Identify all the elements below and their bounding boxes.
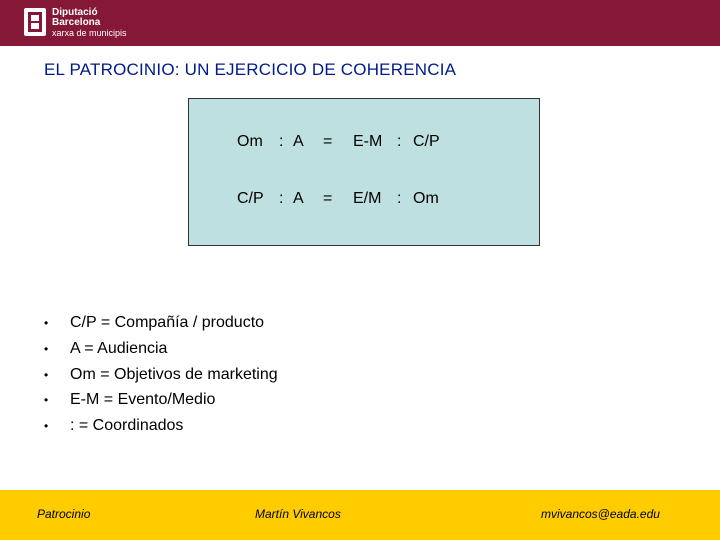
logo-line-3: xarxa de municipis bbox=[52, 28, 127, 38]
logo-line-2: Barcelona bbox=[52, 17, 101, 28]
formula-equals: = bbox=[323, 133, 333, 150]
diputacio-logo-icon bbox=[24, 8, 46, 36]
formula-term: C/P bbox=[413, 133, 440, 150]
formula-term: A bbox=[293, 133, 304, 150]
list-item-text: C/P = Compañía / producto bbox=[70, 314, 265, 331]
header-bar bbox=[0, 0, 720, 46]
bullet-icon: • bbox=[44, 341, 49, 356]
bullet-icon: • bbox=[44, 393, 49, 408]
formula-term: E/M bbox=[353, 190, 382, 207]
formula-term: A bbox=[293, 190, 304, 207]
list-item-text: E-M = Evento/Medio bbox=[70, 391, 216, 409]
footer-email: mvivancos@eada.edu bbox=[541, 507, 660, 521]
formula-separator: : bbox=[397, 133, 402, 150]
list-item-text: : = Coordinados bbox=[70, 417, 184, 435]
footer-author: Martín Vivancos bbox=[255, 507, 341, 521]
bullet-icon: • bbox=[44, 316, 49, 330]
formula-separator: : bbox=[279, 133, 284, 150]
logo-text bbox=[52, 8, 127, 38]
footer-topic: Patrocinio bbox=[37, 507, 91, 521]
bullet-icon: • bbox=[44, 367, 49, 382]
logo-line-1: Diputació bbox=[52, 7, 98, 18]
formula-separator: : bbox=[397, 190, 402, 207]
formula-term: Om bbox=[413, 190, 439, 207]
formula-separator: : bbox=[279, 190, 284, 207]
formula-term: E-M bbox=[353, 133, 383, 150]
slide-title: EL PATROCINIO: UN EJERCICIO DE COHERENCIA bbox=[44, 60, 457, 79]
formula-box bbox=[188, 98, 540, 246]
formula-equals: = bbox=[323, 190, 333, 207]
bullet-icon: • bbox=[44, 419, 49, 434]
formula-term: C/P bbox=[237, 190, 264, 207]
list-item-text: A = Audiencia bbox=[70, 339, 168, 357]
formula-term: Om bbox=[237, 133, 263, 150]
list-item-text: Om = Objetivos de marketing bbox=[70, 365, 278, 383]
